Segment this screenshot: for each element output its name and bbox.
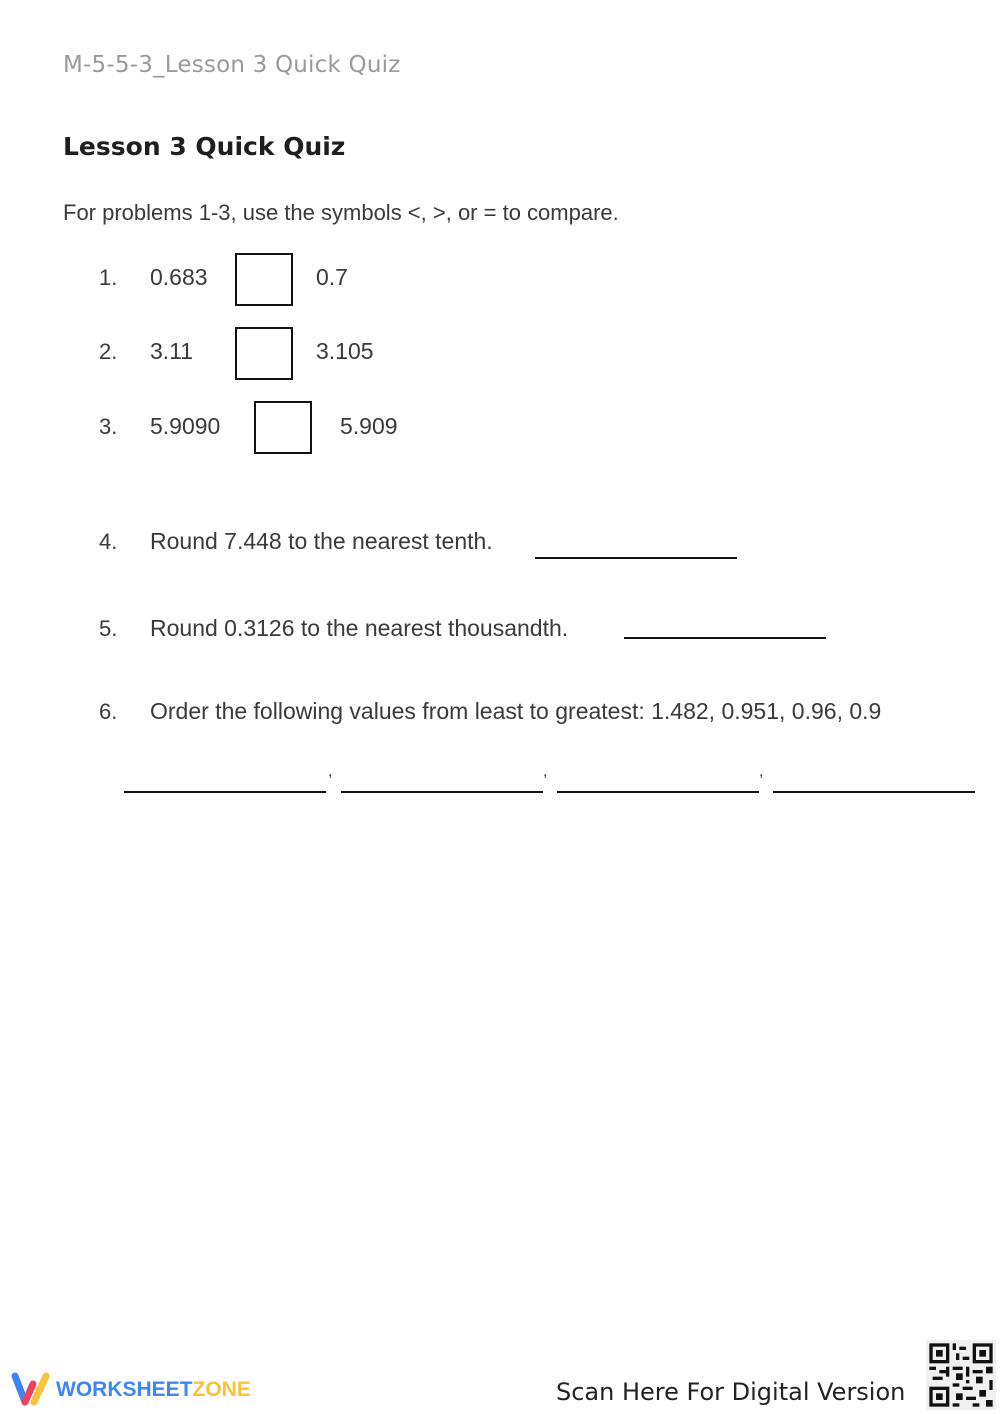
problem-number: 2. [99, 339, 118, 364]
problem-text: Round 7.448 to the nearest tenth. [150, 528, 493, 554]
left-value: 3.11 [150, 338, 194, 364]
left-value: 0.683 [150, 264, 208, 290]
problem-text: Round 0.3126 to the nearest thousandth. [150, 615, 569, 641]
right-value: 5.909 [340, 413, 398, 439]
problem-number: 5. [99, 616, 118, 641]
answer-blank-2[interactable] [341, 791, 543, 793]
document-id: M-5-5-3_Lesson 3 Quick Quiz [63, 52, 401, 78]
answer-blank-4[interactable] [773, 791, 975, 793]
scan-instruction: Scan Here For Digital Version [556, 1378, 906, 1406]
brand-name-part1: WORKSHEET [56, 1378, 193, 1401]
problem-number: 3. [99, 414, 118, 439]
problem-number: 4. [99, 529, 118, 554]
instructions: For problems 1-3, use the symbols <, >, or = to compare. [63, 200, 619, 225]
separator-comma: , [759, 763, 764, 780]
page-title: Lesson 3 Quick Quiz [63, 132, 346, 161]
worksheetzone-logo [10, 1372, 251, 1408]
right-value: 3.105 [316, 338, 374, 364]
separator-comma: , [328, 763, 333, 780]
left-value: 5.9090 [150, 413, 221, 439]
answer-blank-1[interactable] [124, 791, 326, 793]
problem-text: Order the following values from least to greatest: 1.482, 0.951, 0.96, 0.9 [150, 698, 882, 724]
separator-comma: , [543, 763, 548, 780]
qr-code[interactable] [926, 1340, 996, 1410]
problem-number: 6. [99, 699, 118, 724]
answer-box[interactable] [254, 401, 312, 454]
answer-box[interactable] [235, 253, 293, 306]
right-value: 0.7 [316, 264, 348, 290]
problem-number: 1. [99, 265, 118, 290]
qr-code-icon [926, 1340, 996, 1410]
brand-name-part2: ZONE [192, 1378, 251, 1401]
worksheetzone-logo-icon [10, 1372, 50, 1408]
answer-box[interactable] [235, 327, 293, 380]
answer-blank[interactable] [624, 637, 826, 639]
answer-blank[interactable] [535, 557, 737, 559]
brand-name [56, 1378, 251, 1402]
answer-blank-3[interactable] [557, 791, 759, 793]
